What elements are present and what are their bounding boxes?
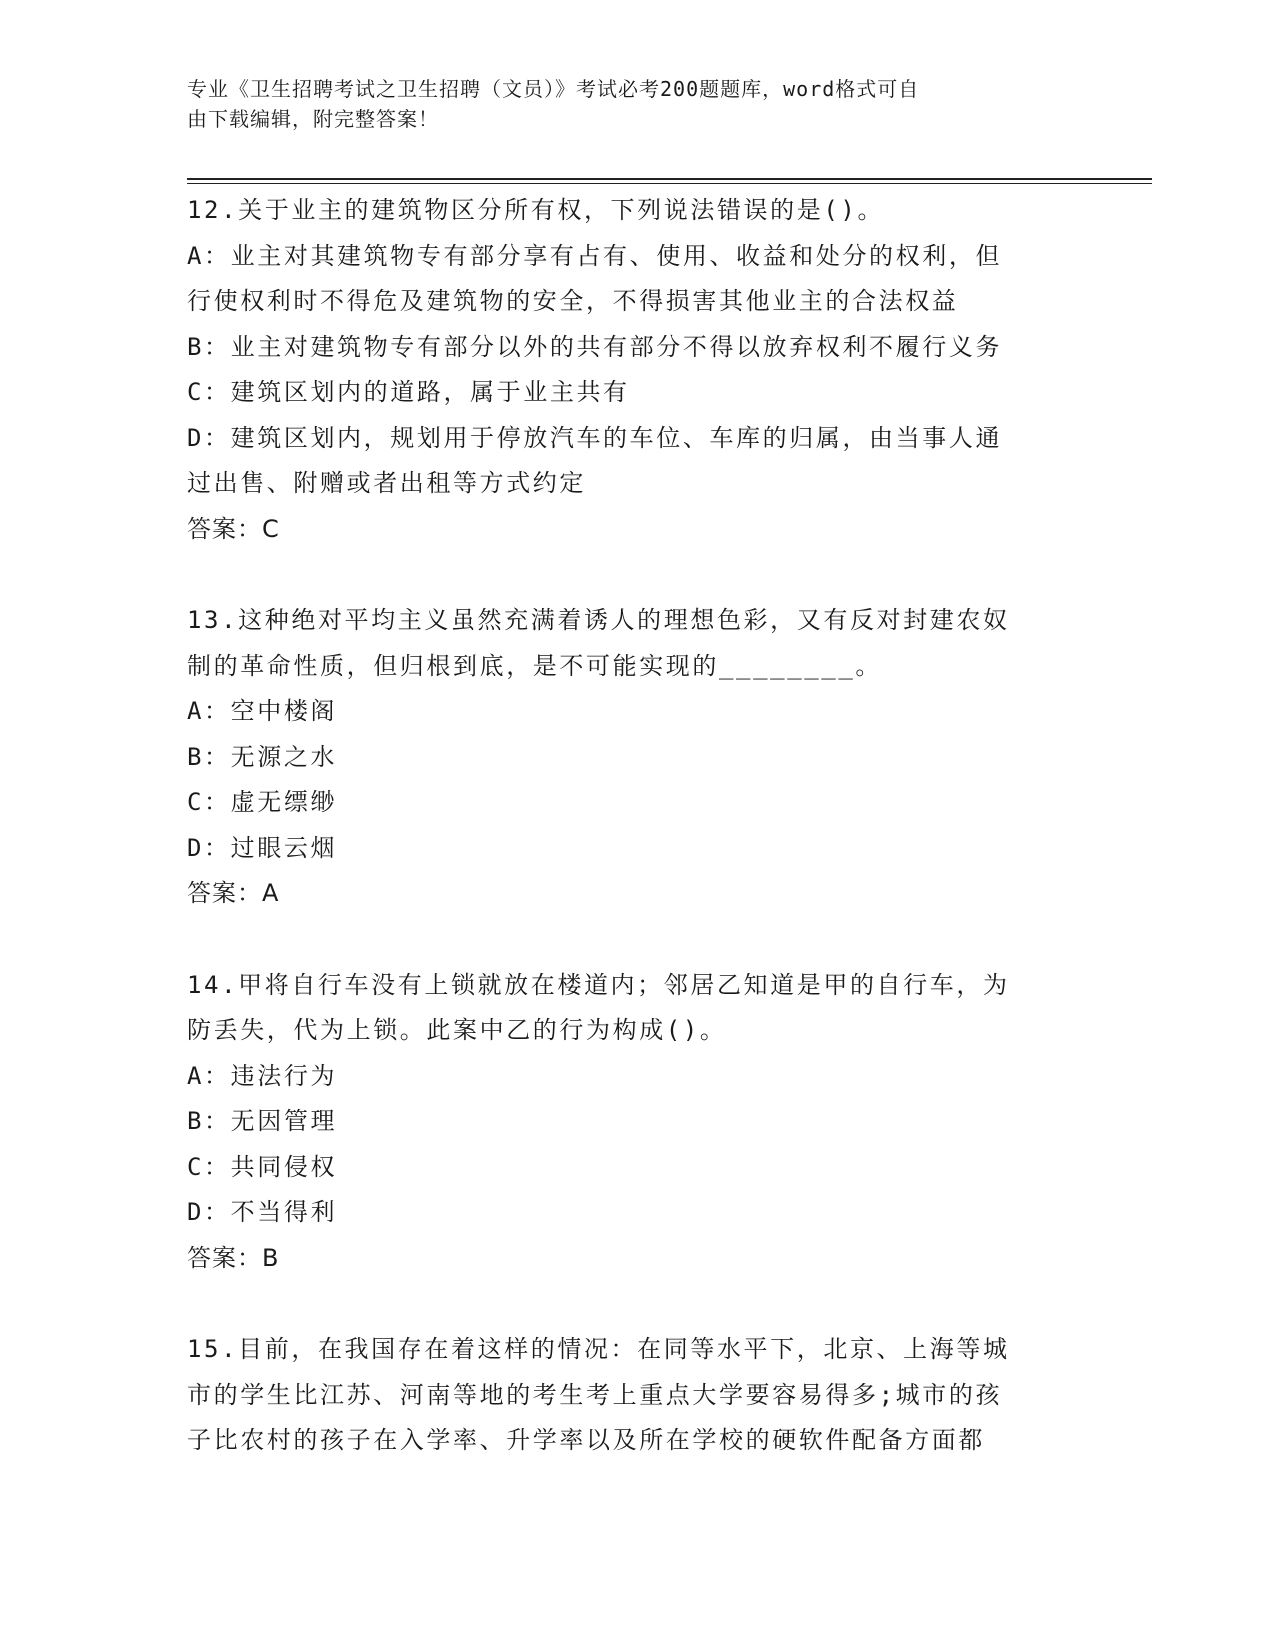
option-line: C：共同侵权 [187,1152,338,1181]
answer-line: 答案：B [187,1243,280,1272]
option-line: B：无因管理 [187,1107,338,1135]
option-line: D：过眼云烟 [187,833,338,862]
question-spacer [187,917,1067,963]
option-line: B：业主对建筑物专有部分以外的共有部分不得以放弃权利不履行义务 [187,332,1003,361]
option-line: A：业主对其建筑物专有部分享有占有、使用、收益和处分的权利，但 [187,241,1003,270]
header-line-2: 由下载编辑，附完整答案！ [187,107,439,131]
question-spacer [187,1281,1067,1327]
option-line: C：建筑区划内的道路，属于业主共有 [187,378,630,406]
answer-line: 答案：A [187,879,280,907]
option-line: B：无源之水 [187,742,338,771]
document-header [187,74,1067,134]
question-block [187,598,1067,917]
option-line: A：空中楼阁 [187,697,338,725]
answer-line: 答案：C [187,514,280,543]
question-block [187,188,1067,552]
question-stem-line: 市的学生比江苏、河南等地的考生考上重点大学要容易得多;城市的孩 [187,1380,1003,1409]
question-stem-line: 13.这种绝对平均主义虽然充满着诱人的理想色彩，又有反对封建农奴 [187,606,1010,634]
option-line: A：违法行为 [187,1061,338,1090]
question-stem-line: 15.目前，在我国存在着这样的情况：在同等水平下，北京、上海等城 [187,1335,1010,1363]
question-stem-line: 14.甲将自行车没有上锁就放在楼道内；邻居乙知道是甲的自行车，为 [187,970,1010,999]
option-line: 行使权利时不得危及建筑物的安全，不得损害其他业主的合法权益 [187,287,959,315]
question-stem-line: 12.关于业主的建筑物区分所有权，下列说法错误的是()。 [187,196,885,224]
question-stem-line: 制的革命性质，但归根到底，是不可能实现的________。 [187,651,882,680]
question-stem-line: 子比农村的孩子在入学率、升学率以及所在学校的硬软件配备方面都 [187,1426,985,1454]
header-divider-thin [187,183,1152,184]
option-line: 过出售、附赠或者出租等方式约定 [187,469,586,497]
header-divider-thick [187,178,1152,180]
question-block [187,1327,1067,1464]
option-line: D：建筑区划内，规划用于停放汽车的车位、车库的归属，由当事人通 [187,423,1003,452]
header-line-1: 专业《卫生招聘考试之卫生招聘（文员）》考试必考200题题库，word格式可自 [187,77,920,101]
question-list [187,188,1067,1464]
option-line: D：不当得利 [187,1198,338,1226]
option-line: C：虚无缥缈 [187,788,338,816]
question-block [187,963,1067,1282]
question-stem-line: 防丢失，代为上锁。此案中乙的行为构成()。 [187,1016,727,1044]
question-spacer [187,552,1067,598]
